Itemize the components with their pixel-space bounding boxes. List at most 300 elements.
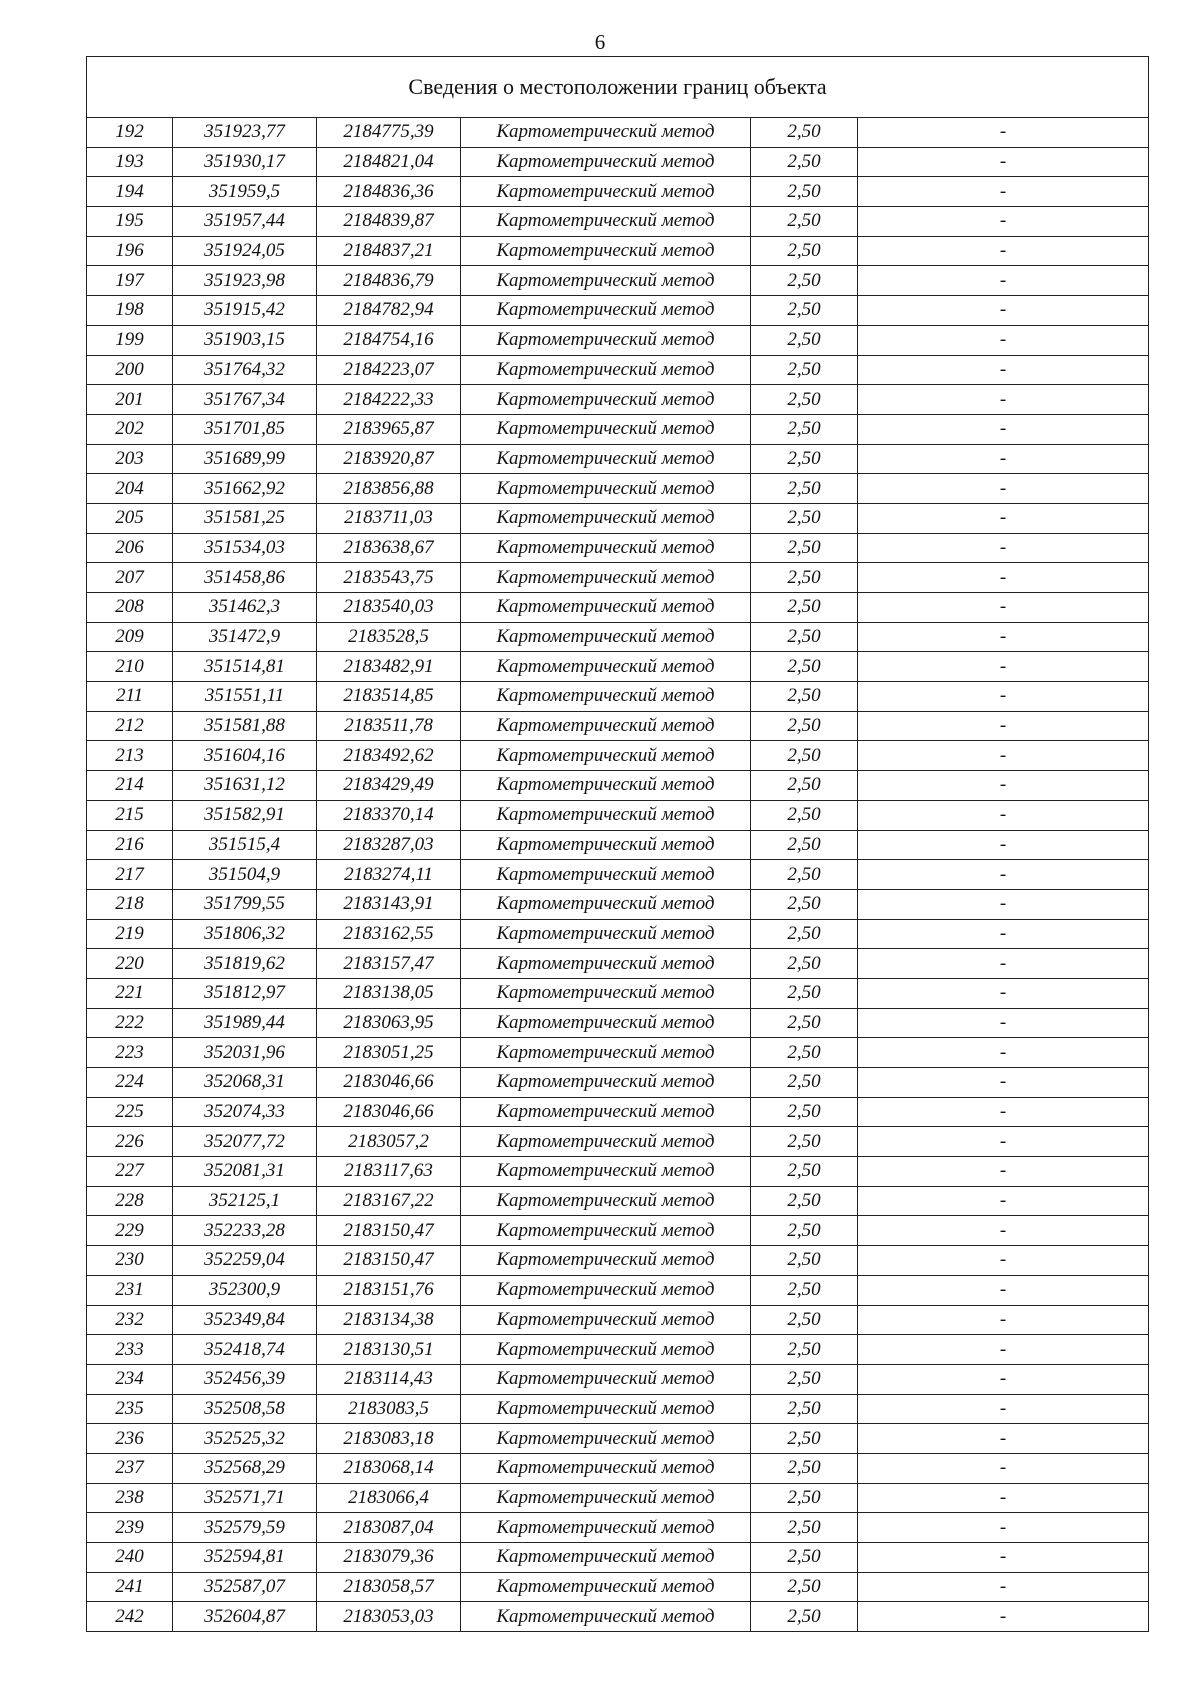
y-coordinate-cell: 2184839,87	[317, 207, 461, 237]
description-cell: -	[858, 1246, 1149, 1276]
x-coordinate-cell: 351812,97	[173, 978, 317, 1008]
x-coordinate-cell: 351514,81	[173, 652, 317, 682]
y-coordinate-cell: 2183540,03	[317, 593, 461, 623]
accuracy-cell: 2,50	[751, 1216, 858, 1246]
accuracy-cell: 2,50	[751, 1335, 858, 1365]
method-cell: Картометрический метод	[461, 593, 751, 623]
point-number-cell: 199	[87, 325, 173, 355]
accuracy-cell: 2,50	[751, 800, 858, 830]
method-cell: Картометрический метод	[461, 1305, 751, 1335]
method-cell: Картометрический метод	[461, 1513, 751, 1543]
accuracy-cell: 2,50	[751, 207, 858, 237]
x-coordinate-cell: 352571,71	[173, 1483, 317, 1513]
point-number-cell: 213	[87, 741, 173, 771]
point-number-cell: 236	[87, 1424, 173, 1454]
table-row	[87, 771, 1149, 801]
method-cell: Картометрический метод	[461, 978, 751, 1008]
accuracy-cell: 2,50	[751, 1543, 858, 1573]
y-coordinate-cell: 2184775,39	[317, 118, 461, 148]
method-cell: Картометрический метод	[461, 682, 751, 712]
method-cell: Картометрический метод	[461, 1364, 751, 1394]
y-coordinate-cell: 2183051,25	[317, 1038, 461, 1068]
y-coordinate-cell: 2183138,05	[317, 978, 461, 1008]
method-cell: Картометрический метод	[461, 800, 751, 830]
point-number-cell: 200	[87, 355, 173, 385]
description-cell: -	[858, 1513, 1149, 1543]
description-cell: -	[858, 118, 1149, 148]
table-row	[87, 503, 1149, 533]
description-cell: -	[858, 1572, 1149, 1602]
description-cell: -	[858, 1335, 1149, 1365]
description-cell: -	[858, 1275, 1149, 1305]
point-number-cell: 219	[87, 919, 173, 949]
point-number-cell: 227	[87, 1157, 173, 1187]
y-coordinate-cell: 2183543,75	[317, 563, 461, 593]
table-row	[87, 533, 1149, 563]
x-coordinate-cell: 351923,77	[173, 118, 317, 148]
accuracy-cell: 2,50	[751, 860, 858, 890]
description-cell: -	[858, 296, 1149, 326]
description-cell: -	[858, 682, 1149, 712]
method-cell: Картометрический метод	[461, 1424, 751, 1454]
method-cell: Картометрический метод	[461, 355, 751, 385]
accuracy-cell: 2,50	[751, 1305, 858, 1335]
x-coordinate-cell: 352300,9	[173, 1275, 317, 1305]
y-coordinate-cell: 2183150,47	[317, 1246, 461, 1276]
accuracy-cell: 2,50	[751, 1127, 858, 1157]
table-row	[87, 1483, 1149, 1513]
method-cell: Картометрический метод	[461, 1394, 751, 1424]
x-coordinate-cell: 351930,17	[173, 147, 317, 177]
description-cell: -	[858, 385, 1149, 415]
y-coordinate-cell: 2183083,18	[317, 1424, 461, 1454]
accuracy-cell: 2,50	[751, 385, 858, 415]
y-coordinate-cell: 2183117,63	[317, 1157, 461, 1187]
x-coordinate-cell: 351959,5	[173, 177, 317, 207]
table-row	[87, 1424, 1149, 1454]
y-coordinate-cell: 2183157,47	[317, 949, 461, 979]
accuracy-cell: 2,50	[751, 266, 858, 296]
y-coordinate-cell: 2183079,36	[317, 1543, 461, 1573]
table-row	[87, 593, 1149, 623]
x-coordinate-cell: 351581,25	[173, 503, 317, 533]
table-row	[87, 1008, 1149, 1038]
table-row	[87, 919, 1149, 949]
table-row	[87, 711, 1149, 741]
table-row	[87, 355, 1149, 385]
x-coordinate-cell: 351551,11	[173, 682, 317, 712]
x-coordinate-cell: 351604,16	[173, 741, 317, 771]
x-coordinate-cell: 352594,81	[173, 1543, 317, 1573]
y-coordinate-cell: 2183066,4	[317, 1483, 461, 1513]
x-coordinate-cell: 352125,1	[173, 1186, 317, 1216]
accuracy-cell: 2,50	[751, 771, 858, 801]
y-coordinate-cell: 2184837,21	[317, 236, 461, 266]
x-coordinate-cell: 352074,33	[173, 1097, 317, 1127]
table-row	[87, 1602, 1149, 1632]
accuracy-cell: 2,50	[751, 118, 858, 148]
y-coordinate-cell: 2184836,79	[317, 266, 461, 296]
method-cell: Картометрический метод	[461, 1483, 751, 1513]
table-row	[87, 474, 1149, 504]
point-number-cell: 230	[87, 1246, 173, 1276]
table-row	[87, 949, 1149, 979]
y-coordinate-cell: 2183167,22	[317, 1186, 461, 1216]
table-row	[87, 207, 1149, 237]
accuracy-cell: 2,50	[751, 1097, 858, 1127]
table-row	[87, 1275, 1149, 1305]
table-body	[87, 118, 1149, 1632]
x-coordinate-cell: 351989,44	[173, 1008, 317, 1038]
method-cell: Картометрический метод	[461, 1216, 751, 1246]
table-row	[87, 860, 1149, 890]
method-cell: Картометрический метод	[461, 563, 751, 593]
method-cell: Картометрический метод	[461, 1543, 751, 1573]
accuracy-cell: 2,50	[751, 1157, 858, 1187]
table-row	[87, 266, 1149, 296]
method-cell: Картометрический метод	[461, 741, 751, 771]
y-coordinate-cell: 2183482,91	[317, 652, 461, 682]
table-row	[87, 1305, 1149, 1335]
x-coordinate-cell: 352259,04	[173, 1246, 317, 1276]
table-row	[87, 236, 1149, 266]
y-coordinate-cell: 2183068,14	[317, 1453, 461, 1483]
table-row	[87, 1157, 1149, 1187]
table-row	[87, 1246, 1149, 1276]
point-number-cell: 205	[87, 503, 173, 533]
x-coordinate-cell: 351458,86	[173, 563, 317, 593]
description-cell: -	[858, 1364, 1149, 1394]
point-number-cell: 212	[87, 711, 173, 741]
y-coordinate-cell: 2183130,51	[317, 1335, 461, 1365]
accuracy-cell: 2,50	[751, 147, 858, 177]
accuracy-cell: 2,50	[751, 1424, 858, 1454]
x-coordinate-cell: 351504,9	[173, 860, 317, 890]
y-coordinate-cell: 2183063,95	[317, 1008, 461, 1038]
method-cell: Картометрический метод	[461, 949, 751, 979]
y-coordinate-cell: 2183057,2	[317, 1127, 461, 1157]
x-coordinate-cell: 352587,07	[173, 1572, 317, 1602]
accuracy-cell: 2,50	[751, 1246, 858, 1276]
method-cell: Картометрический метод	[461, 325, 751, 355]
description-cell: -	[858, 177, 1149, 207]
table-row	[87, 1453, 1149, 1483]
table-row	[87, 1572, 1149, 1602]
x-coordinate-cell: 351764,32	[173, 355, 317, 385]
point-number-cell: 226	[87, 1127, 173, 1157]
table-title: Сведения о местоположении границ объекта	[87, 57, 1149, 118]
method-cell: Картометрический метод	[461, 1335, 751, 1365]
description-cell: -	[858, 711, 1149, 741]
table-row	[87, 1513, 1149, 1543]
x-coordinate-cell: 351582,91	[173, 800, 317, 830]
x-coordinate-cell: 351957,44	[173, 207, 317, 237]
y-coordinate-cell: 2183087,04	[317, 1513, 461, 1543]
table-row	[87, 652, 1149, 682]
x-coordinate-cell: 351581,88	[173, 711, 317, 741]
y-coordinate-cell: 2183920,87	[317, 444, 461, 474]
description-cell: -	[858, 949, 1149, 979]
description-cell: -	[858, 830, 1149, 860]
x-coordinate-cell: 351515,4	[173, 830, 317, 860]
description-cell: -	[858, 1097, 1149, 1127]
description-cell: -	[858, 800, 1149, 830]
method-cell: Картометрический метод	[461, 474, 751, 504]
accuracy-cell: 2,50	[751, 1483, 858, 1513]
description-cell: -	[858, 622, 1149, 652]
accuracy-cell: 2,50	[751, 949, 858, 979]
description-cell: -	[858, 978, 1149, 1008]
method-cell: Картометрический метод	[461, 919, 751, 949]
y-coordinate-cell: 2183046,66	[317, 1068, 461, 1098]
point-number-cell: 206	[87, 533, 173, 563]
y-coordinate-cell: 2183965,87	[317, 414, 461, 444]
point-number-cell: 237	[87, 1453, 173, 1483]
description-cell: -	[858, 1483, 1149, 1513]
x-coordinate-cell: 351903,15	[173, 325, 317, 355]
description-cell: -	[858, 1543, 1149, 1573]
point-number-cell: 215	[87, 800, 173, 830]
point-number-cell: 241	[87, 1572, 173, 1602]
method-cell: Картометрический метод	[461, 1572, 751, 1602]
point-number-cell: 194	[87, 177, 173, 207]
table-row	[87, 296, 1149, 326]
accuracy-cell: 2,50	[751, 236, 858, 266]
method-cell: Картометрический метод	[461, 1246, 751, 1276]
method-cell: Картометрический метод	[461, 622, 751, 652]
description-cell: -	[858, 414, 1149, 444]
x-coordinate-cell: 351799,55	[173, 889, 317, 919]
accuracy-cell: 2,50	[751, 652, 858, 682]
method-cell: Картометрический метод	[461, 652, 751, 682]
y-coordinate-cell: 2183429,49	[317, 771, 461, 801]
method-cell: Картометрический метод	[461, 533, 751, 563]
boundary-coordinates-table	[86, 56, 1149, 1632]
y-coordinate-cell: 2184836,36	[317, 177, 461, 207]
page-number: 6	[594, 30, 606, 54]
description-cell: -	[858, 1602, 1149, 1632]
y-coordinate-cell: 2183511,78	[317, 711, 461, 741]
point-number-cell: 233	[87, 1335, 173, 1365]
method-cell: Картометрический метод	[461, 1068, 751, 1098]
x-coordinate-cell: 351689,99	[173, 444, 317, 474]
accuracy-cell: 2,50	[751, 889, 858, 919]
x-coordinate-cell: 352604,87	[173, 1602, 317, 1632]
description-cell: -	[858, 771, 1149, 801]
description-cell: -	[858, 266, 1149, 296]
description-cell: -	[858, 1305, 1149, 1335]
point-number-cell: 193	[87, 147, 173, 177]
table-title-row	[87, 57, 1149, 118]
table-row	[87, 682, 1149, 712]
description-cell: -	[858, 1453, 1149, 1483]
description-cell: -	[858, 1216, 1149, 1246]
accuracy-cell: 2,50	[751, 1364, 858, 1394]
y-coordinate-cell: 2183083,5	[317, 1394, 461, 1424]
y-coordinate-cell: 2183143,91	[317, 889, 461, 919]
method-cell: Картометрический метод	[461, 1602, 751, 1632]
table-row	[87, 177, 1149, 207]
y-coordinate-cell: 2183370,14	[317, 800, 461, 830]
method-cell: Картометрический метод	[461, 1097, 751, 1127]
point-number-cell: 222	[87, 1008, 173, 1038]
description-cell: -	[858, 325, 1149, 355]
x-coordinate-cell: 351767,34	[173, 385, 317, 415]
point-number-cell: 196	[87, 236, 173, 266]
description-cell: -	[858, 741, 1149, 771]
x-coordinate-cell: 351534,03	[173, 533, 317, 563]
accuracy-cell: 2,50	[751, 1008, 858, 1038]
table-row	[87, 830, 1149, 860]
description-cell: -	[858, 563, 1149, 593]
y-coordinate-cell: 2183162,55	[317, 919, 461, 949]
point-number-cell: 234	[87, 1364, 173, 1394]
accuracy-cell: 2,50	[751, 741, 858, 771]
point-number-cell: 217	[87, 860, 173, 890]
method-cell: Картометрический метод	[461, 830, 751, 860]
description-cell: -	[858, 444, 1149, 474]
point-number-cell: 228	[87, 1186, 173, 1216]
point-number-cell: 201	[87, 385, 173, 415]
x-coordinate-cell: 351462,3	[173, 593, 317, 623]
table-row	[87, 800, 1149, 830]
point-number-cell: 198	[87, 296, 173, 326]
point-number-cell: 203	[87, 444, 173, 474]
method-cell: Картометрический метод	[461, 1008, 751, 1038]
x-coordinate-cell: 351819,62	[173, 949, 317, 979]
x-coordinate-cell: 352031,96	[173, 1038, 317, 1068]
accuracy-cell: 2,50	[751, 474, 858, 504]
x-coordinate-cell: 352077,72	[173, 1127, 317, 1157]
point-number-cell: 211	[87, 682, 173, 712]
table-row	[87, 1186, 1149, 1216]
y-coordinate-cell: 2183528,5	[317, 622, 461, 652]
y-coordinate-cell: 2183053,03	[317, 1602, 461, 1632]
x-coordinate-cell: 351924,05	[173, 236, 317, 266]
accuracy-cell: 2,50	[751, 1186, 858, 1216]
method-cell: Картометрический метод	[461, 236, 751, 266]
point-number-cell: 220	[87, 949, 173, 979]
point-number-cell: 238	[87, 1483, 173, 1513]
point-number-cell: 202	[87, 414, 173, 444]
accuracy-cell: 2,50	[751, 563, 858, 593]
method-cell: Картометрический метод	[461, 1275, 751, 1305]
table-row	[87, 118, 1149, 148]
accuracy-cell: 2,50	[751, 1068, 858, 1098]
method-cell: Картометрический метод	[461, 1186, 751, 1216]
table-row	[87, 1216, 1149, 1246]
point-number-cell: 224	[87, 1068, 173, 1098]
description-cell: -	[858, 1008, 1149, 1038]
method-cell: Картометрический метод	[461, 414, 751, 444]
description-cell: -	[858, 1394, 1149, 1424]
point-number-cell: 235	[87, 1394, 173, 1424]
description-cell: -	[858, 355, 1149, 385]
y-coordinate-cell: 2183856,88	[317, 474, 461, 504]
accuracy-cell: 2,50	[751, 711, 858, 741]
table-row	[87, 385, 1149, 415]
method-cell: Картометрический метод	[461, 385, 751, 415]
y-coordinate-cell: 2183134,38	[317, 1305, 461, 1335]
y-coordinate-cell: 2183638,67	[317, 533, 461, 563]
method-cell: Картометрический метод	[461, 296, 751, 326]
table-row	[87, 622, 1149, 652]
point-number-cell: 192	[87, 118, 173, 148]
table-row	[87, 563, 1149, 593]
x-coordinate-cell: 352508,58	[173, 1394, 317, 1424]
method-cell: Картометрический метод	[461, 207, 751, 237]
accuracy-cell: 2,50	[751, 1394, 858, 1424]
y-coordinate-cell: 2183287,03	[317, 830, 461, 860]
table-row	[87, 147, 1149, 177]
accuracy-cell: 2,50	[751, 1513, 858, 1543]
accuracy-cell: 2,50	[751, 622, 858, 652]
table-row	[87, 1068, 1149, 1098]
x-coordinate-cell: 352579,59	[173, 1513, 317, 1543]
table-row	[87, 1394, 1149, 1424]
y-coordinate-cell: 2183274,11	[317, 860, 461, 890]
method-cell: Картометрический метод	[461, 860, 751, 890]
table-row	[87, 1335, 1149, 1365]
accuracy-cell: 2,50	[751, 919, 858, 949]
table-row	[87, 1543, 1149, 1573]
accuracy-cell: 2,50	[751, 593, 858, 623]
accuracy-cell: 2,50	[751, 1572, 858, 1602]
method-cell: Картометрический метод	[461, 503, 751, 533]
description-cell: -	[858, 474, 1149, 504]
y-coordinate-cell: 2184222,33	[317, 385, 461, 415]
x-coordinate-cell: 351631,12	[173, 771, 317, 801]
description-cell: -	[858, 1157, 1149, 1187]
description-cell: -	[858, 593, 1149, 623]
description-cell: -	[858, 1127, 1149, 1157]
accuracy-cell: 2,50	[751, 533, 858, 563]
description-cell: -	[858, 860, 1149, 890]
table-row	[87, 325, 1149, 355]
point-number-cell: 229	[87, 1216, 173, 1246]
y-coordinate-cell: 2183492,62	[317, 741, 461, 771]
y-coordinate-cell: 2183046,66	[317, 1097, 461, 1127]
method-cell: Картометрический метод	[461, 177, 751, 207]
x-coordinate-cell: 351806,32	[173, 919, 317, 949]
accuracy-cell: 2,50	[751, 1602, 858, 1632]
method-cell: Картометрический метод	[461, 1157, 751, 1187]
method-cell: Картометрический метод	[461, 1127, 751, 1157]
point-number-cell: 214	[87, 771, 173, 801]
y-coordinate-cell: 2183514,85	[317, 682, 461, 712]
x-coordinate-cell: 352068,31	[173, 1068, 317, 1098]
x-coordinate-cell: 351701,85	[173, 414, 317, 444]
description-cell: -	[858, 503, 1149, 533]
accuracy-cell: 2,50	[751, 830, 858, 860]
method-cell: Картометрический метод	[461, 1038, 751, 1068]
point-number-cell: 231	[87, 1275, 173, 1305]
table-row	[87, 414, 1149, 444]
accuracy-cell: 2,50	[751, 444, 858, 474]
point-number-cell: 204	[87, 474, 173, 504]
accuracy-cell: 2,50	[751, 978, 858, 1008]
y-coordinate-cell: 2183151,76	[317, 1275, 461, 1305]
x-coordinate-cell: 352081,31	[173, 1157, 317, 1187]
method-cell: Картометрический метод	[461, 444, 751, 474]
point-number-cell: 225	[87, 1097, 173, 1127]
table-row	[87, 978, 1149, 1008]
accuracy-cell: 2,50	[751, 1453, 858, 1483]
table-row	[87, 444, 1149, 474]
table-row	[87, 1127, 1149, 1157]
method-cell: Картометрический метод	[461, 1453, 751, 1483]
x-coordinate-cell: 351472,9	[173, 622, 317, 652]
